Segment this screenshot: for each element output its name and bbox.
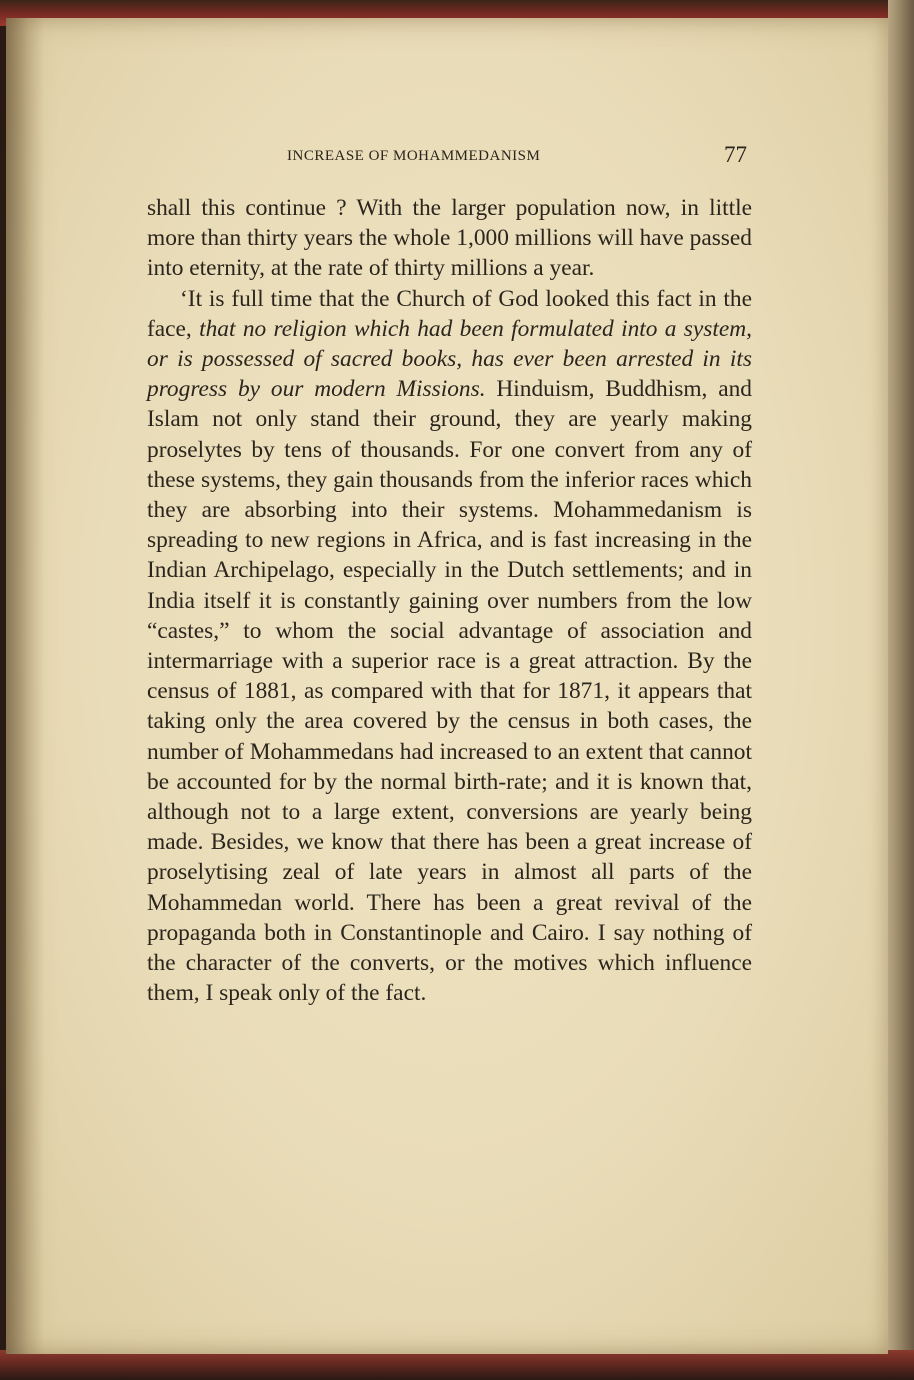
- page-number: 77: [724, 142, 747, 167]
- body-text: [147, 193, 752, 1008]
- running-head: [0, 142, 914, 172]
- paragraph-2-emphasis: that no religion which had been formulated into a system, or is possessed of sacred books, has ever been arrested in its progress by our modern Missions.: [147, 315, 752, 403]
- running-title: INCREASE OF MOHAMMEDANISM: [287, 148, 541, 164]
- paragraph-2-lead: ‘It is full time that the Church of God looked this fact in the face,: [147, 285, 752, 342]
- book-cover-bottom-edge: [0, 1350, 914, 1380]
- paragraph-2: [147, 284, 752, 1009]
- paragraph-2-rest: Hinduism, Buddhism, and Islam not only stand their ground, they are yearly making proselytes by tens of thousands. For one convert from any of these systems, they gain thousands from the inferior races which they are absorbing into their systems. Mohammedanism is spreading to new regions in Africa, and is fast increasing in the Indian Archipelago, especially in the Dutch settlements; and in India itself it is constantly gaining over numbers from the low “castes,” to whom the social advantage of association and intermarriage with a superior race is a great attraction. By the census of 1881, as compared with that for 1871, it appears that taking only the area covered by the census in both cases, the number of Mohammedans had increased to an extent that cannot be accounted for by the normal birth-rate; and it is known that, although not to a large extent, conversions are yearly being made. Besides, we know that there has been a great increase of proselytising zeal of late years in almost all parts of the Mohammedan world. There has been a great revival of the propaganda both in Constantinople and Cairo. I say nothing of the character of the converts, or the motives which influence them, I speak only of the fact.: [147, 376, 752, 1007]
- paragraph-1: shall this continue ? With the larger population now, in little more than thirty years the whole 1,000 millions will have passed into eternity, at the rate of thirty millions a year.: [147, 195, 752, 282]
- page-gutter-shadow: [6, 18, 44, 1354]
- book-fore-edge: [888, 0, 914, 1380]
